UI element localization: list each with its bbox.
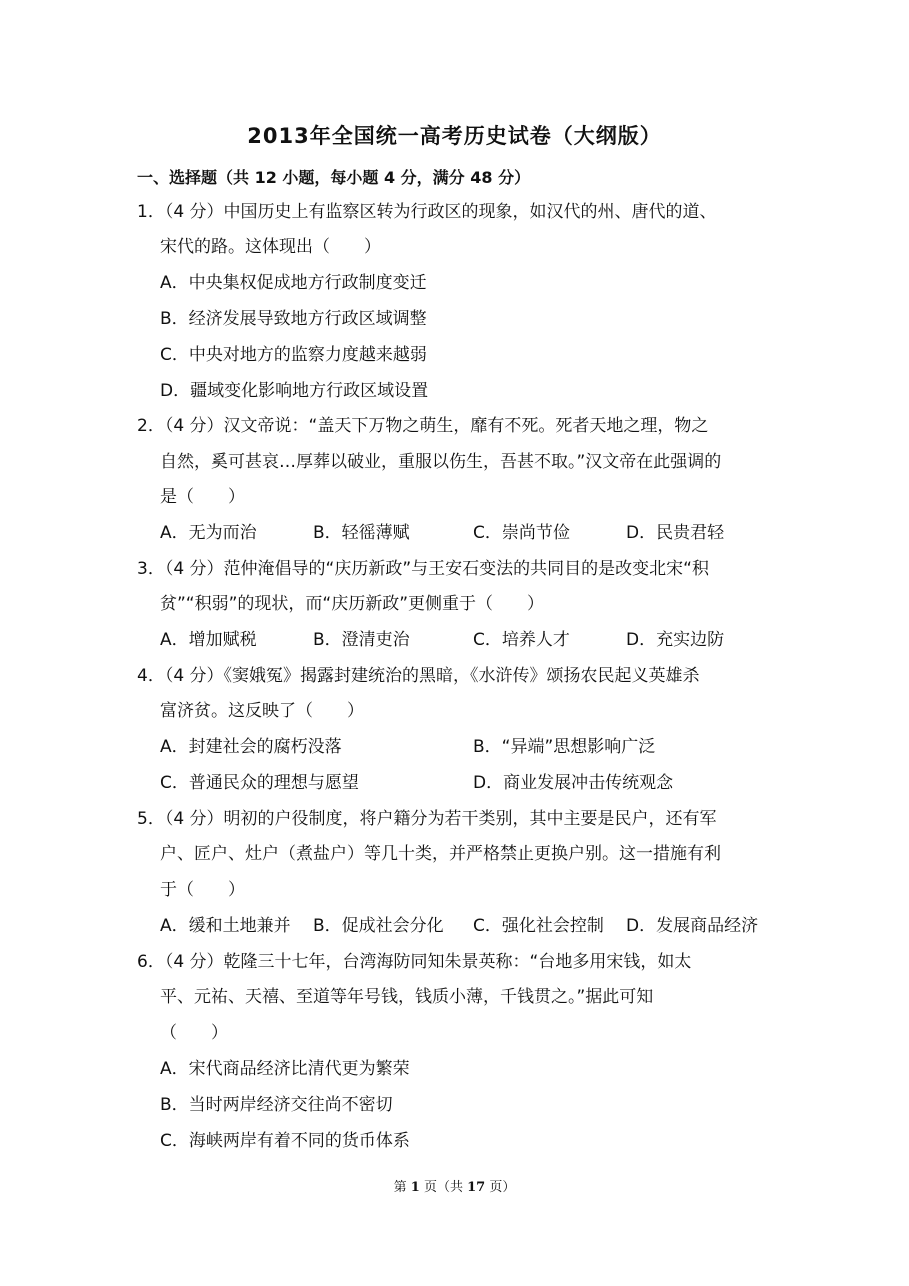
question-2-option-b: B．轻徭薄赋 — [313, 523, 410, 543]
question-5-line-2: 户、匠户、灶户（煮盐户）等几十类，并严格禁止更换户别。这一措施有利 — [160, 844, 721, 864]
question-1-line-1: 1．（4 分）中国历史上有监察区转为行政区的现象，如汉代的州、唐代的道、 — [137, 202, 717, 222]
question-4-line-2: 富济贫。这反映了（ ） — [160, 701, 364, 721]
footer-middle: 页（共 — [423, 1180, 463, 1195]
question-5-option-a: A．缓和土地兼并 — [160, 916, 291, 936]
footer-total-pages: 17 — [467, 1180, 486, 1195]
question-1-line-2: 宋代的路。这体现出（ ） — [160, 237, 381, 257]
question-2-line-2: 自然，奚可甚哀…厚葬以破业，重服以伤生，吾甚不取。”汉文帝在此强调的 — [160, 452, 722, 472]
question-5-option-b: B．促成社会分化 — [313, 916, 444, 936]
footer-suffix: 页） — [489, 1180, 516, 1195]
question-3-option-d: D．充实边防 — [626, 630, 725, 650]
question-1-option-b: B．经济发展导致地方行政区域调整 — [160, 309, 427, 329]
question-3-option-c: C．培养人才 — [473, 630, 570, 650]
question-5-option-c: C．强化社会控制 — [473, 916, 604, 936]
question-6-line-2: 平、元祐、天禧、至道等年号钱，钱质小薄，千钱贯之。”据此可知 — [160, 987, 654, 1007]
question-1-option-a: A．中央集权促成地方行政制度变迁 — [160, 273, 427, 293]
footer-page-number: 1 — [410, 1180, 420, 1195]
question-1-option-c: C．中央对地方的监察力度越来越弱 — [160, 345, 427, 365]
question-4-option-d: D．商业发展冲击传统观念 — [473, 773, 674, 793]
question-4-option-b: B．“异端”思想影响广泛 — [473, 737, 656, 757]
question-6-option-a: A．宋代商品经济比清代更为繁荣 — [160, 1059, 410, 1079]
question-3-line-2: 贫”“积弱”的现状，而“庆历新政”更侧重于（ ） — [160, 594, 545, 614]
question-2-line-3: 是（ ） — [160, 487, 245, 507]
question-2-option-c: C．崇尚节俭 — [473, 523, 570, 543]
question-5-option-d: D．发展商品经济 — [626, 916, 759, 936]
footer-prefix: 第 — [393, 1180, 407, 1195]
question-2-option-a: A．无为而治 — [160, 523, 257, 543]
question-2-line-1: 2．（4 分）汉文帝说：“盖天下万物之萌生，靡有不死。死者天地之理，物之 — [137, 416, 709, 436]
question-4-option-a: A．封建社会的腐朽没落 — [160, 737, 342, 757]
question-6-option-b: B．当时两岸经济交往尚不密切 — [160, 1095, 393, 1115]
question-3-option-a: A．增加赋税 — [160, 630, 257, 650]
question-6-line-1: 6．（4 分）乾隆三十七年，台湾海防同知朱景英称：“台地多用宋钱，如太 — [137, 952, 692, 972]
question-4-line-1: 4．（4 分）《窦娥冤》揭露封建统治的黑暗，《水浒传》颂扬农民起义英雄杀 — [137, 666, 700, 686]
page-title: 2013年全国统一高考历史试卷（大纲版） — [247, 124, 662, 148]
question-5-line-3: 于（ ） — [160, 880, 245, 900]
question-6-option-c: C．海峡两岸有着不同的货币体系 — [160, 1131, 410, 1151]
question-1-option-d: D．疆域变化影响地方行政区域设置 — [160, 381, 429, 401]
question-3-option-b: B．澄清吏治 — [313, 630, 410, 650]
question-2-option-d: D．民贵君轻 — [626, 523, 725, 543]
question-4-option-c: C．普通民众的理想与愿望 — [160, 773, 359, 793]
page-footer — [0, 1176, 909, 1195]
section-heading: 一、选择题（共 12 小题，每小题 4 分，满分 48 分） — [137, 168, 531, 187]
question-5-line-1: 5．（4 分）明初的户役制度，将户籍分为若干类别，其中主要是民户，还有军 — [137, 809, 717, 829]
question-3-line-1: 3．（4 分）范仲淹倡导的“庆历新政”与王安石变法的共同目的是改变北宋“积 — [137, 559, 709, 579]
question-6-line-3: （ ） — [160, 1023, 228, 1043]
